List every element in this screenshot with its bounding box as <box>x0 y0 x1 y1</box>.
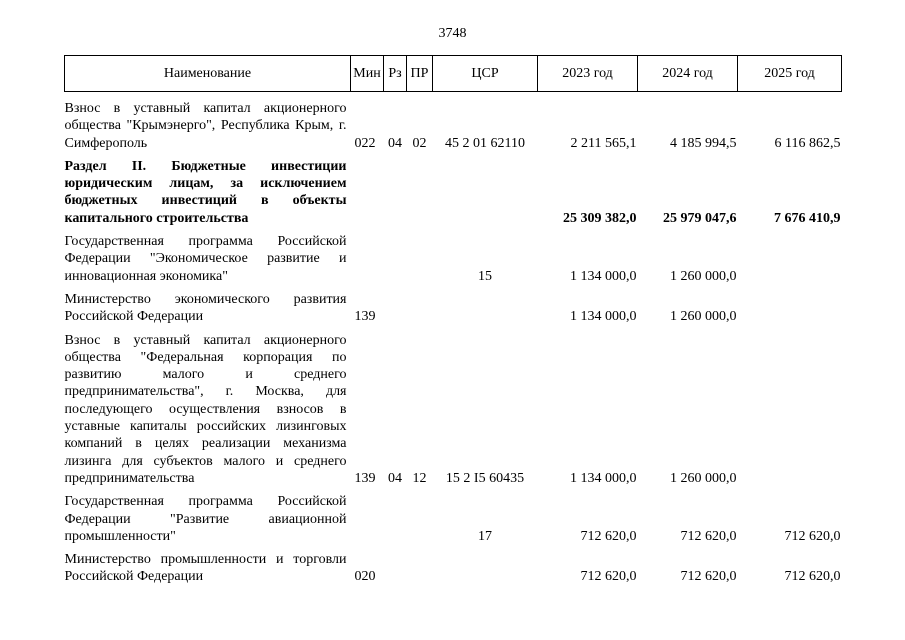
row-csr <box>433 152 538 227</box>
row-2023: 1 134 000,0 <box>570 268 637 284</box>
row-pr: 12 <box>412 470 427 486</box>
row-2023: 25 309 382,0 <box>563 210 637 226</box>
row-pr: 02 <box>412 135 427 151</box>
table-row <box>65 487 842 545</box>
header-2024: 2024 год <box>638 56 738 92</box>
row-min <box>351 152 384 227</box>
row-min <box>351 227 384 285</box>
row-min: 020 <box>354 569 376 585</box>
row-2023: 712 620,0 <box>580 528 637 544</box>
row-rz: 04 <box>388 135 402 151</box>
row-csr: 15 2 I5 60435 <box>445 470 525 486</box>
budget-table <box>64 55 842 586</box>
row-pr <box>407 152 433 227</box>
row-name: Государственная программа Российской Федерации "Развитие авиационной промышленности" <box>64 494 347 544</box>
row-2023: 2 211 565,1 <box>570 135 637 151</box>
row-2024: 1 260 000,0 <box>670 268 737 284</box>
row-2025: 6 116 862,5 <box>774 135 841 151</box>
row-2023: 1 134 000,0 <box>570 470 637 486</box>
row-2024: 25 979 047,6 <box>663 210 737 226</box>
row-pr <box>407 285 433 326</box>
row-pr <box>407 227 433 285</box>
table-row <box>65 227 842 285</box>
row-min <box>351 487 384 545</box>
row-name: Раздел II. Бюджетные инвестиции юридическим лицам, за исключением бюджетных инвестиций в объекты капитального строительства <box>64 158 347 226</box>
row-csr: 15 <box>478 268 492 284</box>
row-csr <box>433 545 538 586</box>
row-pr <box>407 545 433 586</box>
table-body <box>65 92 842 586</box>
table-row <box>65 545 842 586</box>
table-row <box>65 92 842 152</box>
row-2024: 712 620,0 <box>680 528 737 544</box>
row-rz <box>384 227 407 285</box>
row-pr <box>407 487 433 545</box>
section-row <box>65 152 842 227</box>
row-name: Взнос в уставный капитал акционерного общества "Крымэнерго", Республика Крым, г. Симферополь <box>64 101 347 151</box>
table-row <box>65 285 842 326</box>
header-min: Мин <box>351 56 384 92</box>
row-2024: 712 620,0 <box>680 569 737 585</box>
header-pr: ПР <box>407 56 433 92</box>
row-rz <box>384 285 407 326</box>
row-2024: 1 260 000,0 <box>670 309 737 325</box>
row-2025: 712 620,0 <box>784 528 841 544</box>
header-row <box>65 56 842 92</box>
row-2025 <box>738 285 842 326</box>
row-csr <box>433 285 538 326</box>
row-csr: 17 <box>478 528 492 544</box>
row-2025 <box>738 227 842 285</box>
header-name: Наименование <box>65 56 351 92</box>
row-min: 022 <box>354 135 376 151</box>
row-rz <box>384 545 407 586</box>
header-2023: 2023 год <box>538 56 638 92</box>
row-2023: 1 134 000,0 <box>570 309 637 325</box>
row-2025 <box>738 326 842 488</box>
row-2025: 7 676 410,9 <box>774 210 841 226</box>
page-number: 3748 <box>438 26 467 41</box>
row-min: 139 <box>354 309 376 325</box>
row-name: Министерство промышленности и торговли Российской Федерации <box>64 552 347 585</box>
row-name: Государственная программа Российской Федерации "Экономическое развитие и инновационная экономика" <box>64 234 347 284</box>
header-rz: Рз <box>384 56 407 92</box>
row-rz: 04 <box>388 470 402 486</box>
header-csr: ЦСР <box>433 56 538 92</box>
row-rz <box>384 487 407 545</box>
row-2024: 4 185 994,5 <box>670 135 737 151</box>
row-rz <box>384 152 407 227</box>
header-2025: 2025 год <box>738 56 842 92</box>
row-name: Взнос в уставный капитал акционерного общества "Федеральная корпорация по развитию малого и среднего предпринимательства", г. Москва, для последующего осуществления взносов в уставные капиталы российских лизинговых компаний в целях реализации механизма лизинга для субъектов малого и среднего предпринимательства <box>64 332 347 486</box>
row-csr: 45 2 01 62110 <box>445 135 525 151</box>
row-2023: 712 620,0 <box>580 569 637 585</box>
row-min: 139 <box>354 470 376 486</box>
row-2024: 1 260 000,0 <box>670 470 737 486</box>
row-2025: 712 620,0 <box>784 569 841 585</box>
table-header <box>65 56 842 92</box>
row-name: Министерство экономического развития Российской Федерации <box>64 291 347 325</box>
table-row <box>65 326 842 488</box>
